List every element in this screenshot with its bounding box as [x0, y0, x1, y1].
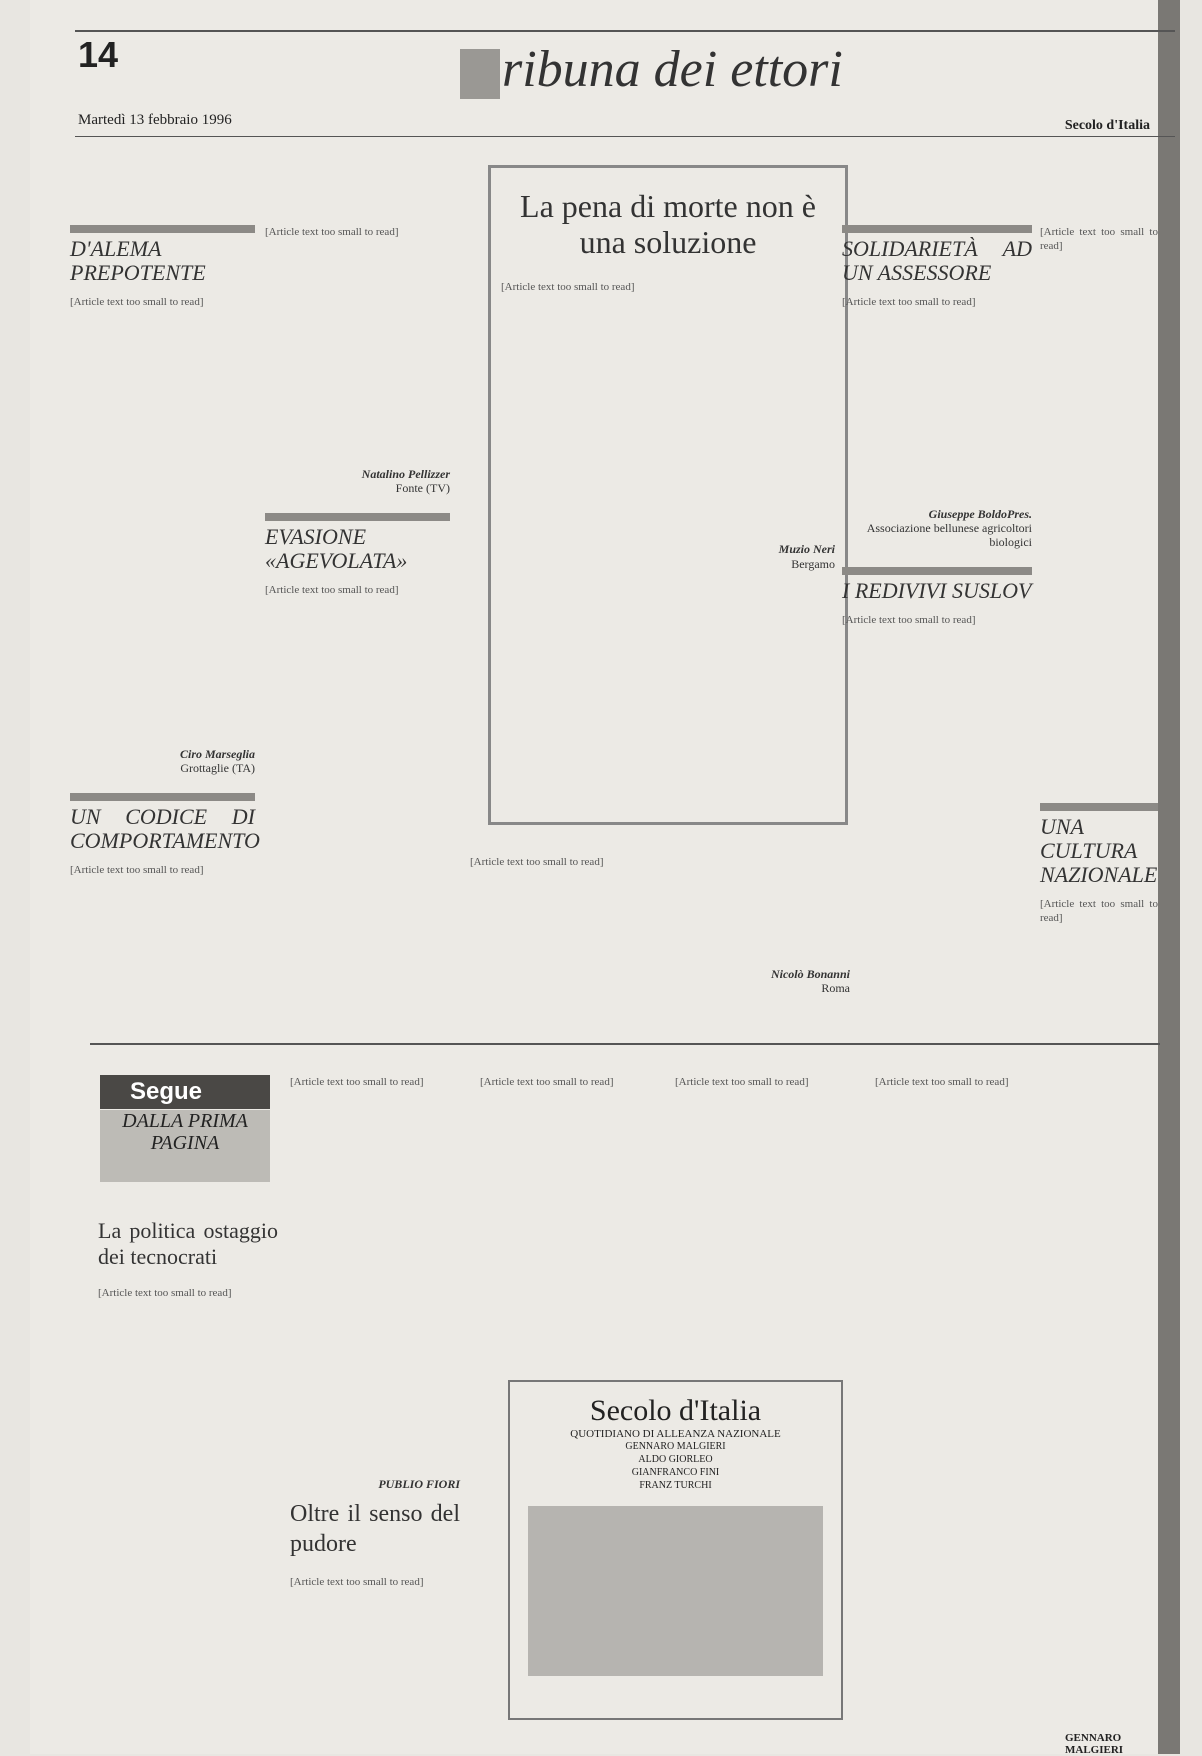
letter-place: Fonte (TV): [395, 481, 450, 495]
column-1: [70, 225, 260, 877]
binding-spine: [1158, 0, 1180, 1754]
article-body: [Article text too small to read]: [675, 1076, 809, 1088]
masthead-subtitle: QUOTIDIANO DI ALLEANZA NAZIONALE: [570, 1428, 781, 1440]
heading-bar: [265, 513, 450, 521]
masthead-small: Secolo d'Italia: [1064, 118, 1150, 133]
letter-signature: Nicolò Bonanni: [770, 967, 850, 981]
segue-banner: Segue: [100, 1075, 270, 1109]
column-3: [470, 855, 850, 995]
heading-bar: [70, 225, 255, 233]
letter-body: [Article text too small to read]: [265, 226, 399, 238]
masthead-box: [508, 1380, 843, 1720]
body-space: [501, 294, 835, 534]
section-title: ribuna dei ettori: [460, 40, 843, 99]
body-space: [290, 1089, 460, 1469]
bottom-col-2: [290, 1075, 460, 1589]
letter-signature: Ciro Marseglia: [179, 747, 255, 761]
bottom-col-4: [675, 1075, 845, 1089]
featured-title: La pena di morte non è una soluzione: [520, 188, 816, 260]
article-title: La politica ostaggio dei tecnocrati: [98, 1218, 278, 1269]
letter-title: D'ALEMA PREPOTENTE: [70, 236, 206, 285]
letter-body: [Article text too small to read]: [265, 584, 399, 596]
heading-bar: [842, 225, 1032, 233]
credit-resp: ALDO GIORLEO: [638, 1454, 713, 1465]
article-body: [Article text too small to read]: [480, 1076, 614, 1088]
newspaper-page: [30, 0, 1180, 1754]
article-body: [Article text too small to read]: [875, 1076, 1009, 1088]
article-signature: GENNARO MALGIERI: [1065, 1732, 1124, 1756]
featured-place: Bergamo: [791, 557, 835, 571]
bottom-col-3: [480, 1075, 660, 1089]
article-body: [Article text too small to read]: [290, 1576, 424, 1588]
page-number: 14: [78, 34, 119, 75]
letter-body: [Article text too small to read]: [1040, 226, 1158, 252]
featured-signature: Muzio Neri: [778, 542, 835, 556]
letter-title: UN CODICE DI COMPORTAMENTO: [70, 804, 260, 853]
letter-body: [Article text too small to read]: [470, 856, 604, 868]
body-space: [1040, 253, 1158, 803]
article-body: [Article text too small to read]: [98, 1287, 232, 1299]
body-space: [470, 869, 850, 959]
dateline: Martedì 13 febbraio 1996: [78, 112, 232, 128]
letter-title: UNA CULTURA NAZIONALE: [1040, 814, 1158, 887]
heading-bar: [70, 793, 255, 801]
heading-bar: [1040, 803, 1158, 811]
bottom-col-1: [98, 1210, 278, 1300]
letter-title: I REDIVIVI SUSLOV: [842, 578, 1032, 603]
heading-bar: [842, 567, 1032, 575]
letter-body: [Article text too small to read]: [70, 296, 204, 308]
column-2: [265, 225, 450, 597]
letter-body: [Article text too small to read]: [842, 614, 976, 626]
initial-block: [460, 49, 500, 99]
credit-founder: FRANZ TURCHI: [639, 1480, 712, 1491]
credit-director: GENNARO MALGIERI: [625, 1441, 726, 1452]
letter-body: [Article text too small to read]: [70, 864, 204, 876]
letter-signature: Giuseppe BoldoPres.: [928, 507, 1032, 521]
letter-title: SOLIDARIETÀ AD UN ASSESSORE: [842, 236, 1032, 285]
letter-signature: Natalino Pellizzer: [361, 467, 450, 481]
column-4: [842, 225, 1032, 627]
header-rule-2: [75, 136, 1175, 137]
letter-body: [Article text too small to read]: [842, 296, 976, 308]
body-space: [70, 309, 255, 739]
article-body: [Article text too small to read]: [290, 1076, 424, 1088]
body-space: [842, 309, 1032, 499]
letter-body: [Article text too small to read]: [1040, 898, 1158, 924]
featured-letter-box: [488, 165, 848, 825]
column-5: [1040, 225, 1158, 925]
segue-subtitle: DALLA PRIMA PAGINA: [100, 1110, 270, 1182]
article-title: Oltre il senso del pudore: [290, 1501, 460, 1557]
letter-title: EVASIONE «AGEVOLATA»: [265, 524, 408, 573]
featured-body: [Article text too small to read]: [501, 281, 635, 293]
letter-place: Roma: [821, 981, 850, 995]
bottom-col-5: [875, 1075, 1050, 1089]
section-divider: [90, 1043, 1160, 1045]
body-space: [265, 239, 450, 459]
address-block: [528, 1506, 823, 1676]
header-rule: [75, 30, 1175, 32]
article-signature: PUBLIO FIORI: [378, 1477, 460, 1491]
masthead-title: Secolo d'Italia: [589, 1394, 762, 1427]
letter-place: Grottaglie (TA): [180, 761, 255, 775]
credit-editor: GIANFRANCO FINI: [631, 1467, 720, 1478]
letter-org: Associazione bellunese agricoltori biologici: [866, 521, 1032, 549]
